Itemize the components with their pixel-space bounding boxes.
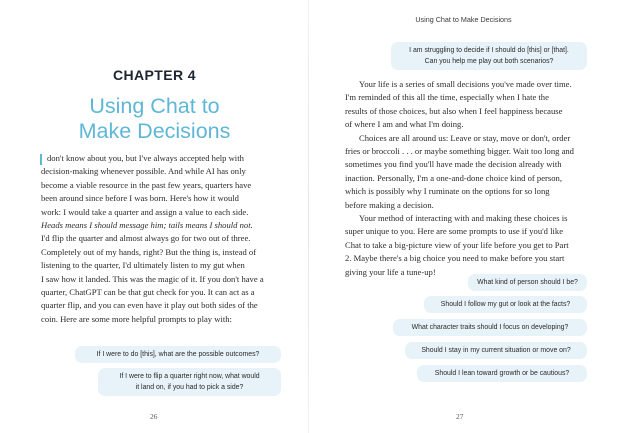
- left-body-text: [41, 152, 276, 326]
- right-page: [309, 0, 618, 433]
- body-line: I'd flip the quarter and almost always go for two out of three.: [41, 233, 251, 244]
- chapter-title-line: Using Chat to: [89, 94, 220, 118]
- page-number: 27: [456, 412, 464, 421]
- prompt-bubble: [417, 365, 587, 382]
- prompt-bubble: [75, 346, 281, 363]
- body-line: I'm reminded of this all the time, especially when I hate the: [345, 92, 549, 103]
- body-line: quarter, ChatGPT can be that gut check for you. It can act as a: [41, 287, 255, 298]
- prompt-bubble: [424, 296, 587, 313]
- body-line: Chat to take a big-picture view of your life before you get to Part: [345, 239, 569, 250]
- prompt-text: What character traits should I focus on developing?: [411, 324, 569, 331]
- body-line: super unique to you. Here are some prompts to use if you'd like: [345, 226, 564, 237]
- body-line: decision-making whenever possible. And while AI has only: [41, 166, 246, 177]
- body-line: fries or broccoli . . . or maybe something bigger. Wait too long and: [345, 146, 574, 157]
- body-line: quarter flip, and you can even have it play out both sides of the: [41, 300, 258, 311]
- body-line: coin. Here are some more helpful prompts to play with:: [41, 313, 232, 324]
- body-line: listening to the quarter, I'd ultimately listen to my gut when: [41, 260, 245, 271]
- right-body-text: [345, 78, 590, 279]
- body-line: Your life is a series of small decisions you've made over time.: [359, 79, 572, 89]
- body-line: don't know about you, but I've always accepted help with: [47, 153, 244, 163]
- body-line: results of those choices, but also when I feel happiness because: [345, 105, 563, 116]
- prompt-text: Should I lean toward growth or be cautious?: [434, 370, 570, 377]
- prompt-text: I am struggling to decide if I should do [this] or [that].: [409, 47, 569, 54]
- prompt-text: it land on, if you had to pick a side?: [135, 384, 244, 391]
- body-line: been around since before I was born. Here's how it would: [41, 193, 239, 204]
- body-line: giving your life a tune-up!: [345, 266, 436, 277]
- body-line: sometimes you find you'll have made the decision already with: [345, 159, 562, 170]
- running-head: Using Chat to Make Decisions: [415, 15, 512, 24]
- body-line: Your method of interacting with and making these choices is: [359, 213, 568, 224]
- prompt-text: Can you help me play out both scenarios?: [424, 58, 554, 65]
- prompt-bubble: [98, 368, 281, 396]
- body-line: of where I am and what I'm doing.: [345, 119, 464, 130]
- body-line: 2. Maybe there's a big choice you need to make before you start: [345, 253, 565, 264]
- italic-text: Heads means I should message him; tails means I should not.: [41, 220, 253, 231]
- body-line: which is possibly why I ruminate on the options for so long: [345, 186, 550, 197]
- prompt-bubble: [391, 42, 587, 70]
- body-line: Choices are all around us: Leave or stay, move or don't, order: [359, 132, 571, 143]
- body-line: work: I would take a quarter and assign a value to each side.: [41, 206, 249, 217]
- chapter-title: [0, 94, 309, 144]
- body-line-italic: [41, 219, 276, 232]
- prompt-bubble: [468, 274, 587, 291]
- prompt-text: What kind of person should I be?: [477, 279, 578, 286]
- prompt-text: Should I follow my gut or look at the facts?: [440, 301, 571, 308]
- prompt-bubble: [405, 342, 587, 359]
- body-line: I saw how it landed. This was the magic of it. If you don't have a: [41, 273, 264, 284]
- page-number: 26: [150, 412, 158, 421]
- prompt-text: If I were to flip a quarter right now, what would: [119, 373, 260, 380]
- prompt-text: Should I stay in my current situation or move on?: [421, 347, 571, 354]
- chapter-label: CHAPTER 4: [113, 67, 196, 83]
- body-line: inaction. Personally, I'm a one-and-done choice kind of person,: [345, 172, 562, 183]
- prompt-text: If I were to do [this], what are the possible outcomes?: [96, 351, 260, 358]
- chapter-title-line: Make Decisions: [78, 119, 231, 143]
- body-line: before making a decision.: [345, 199, 434, 210]
- body-line: become a viable resource in the past few years, quarters have: [41, 179, 252, 190]
- body-line: Completely out of my hands, right? But the thing is, instead of: [41, 246, 257, 257]
- prompt-bubble: [393, 319, 587, 336]
